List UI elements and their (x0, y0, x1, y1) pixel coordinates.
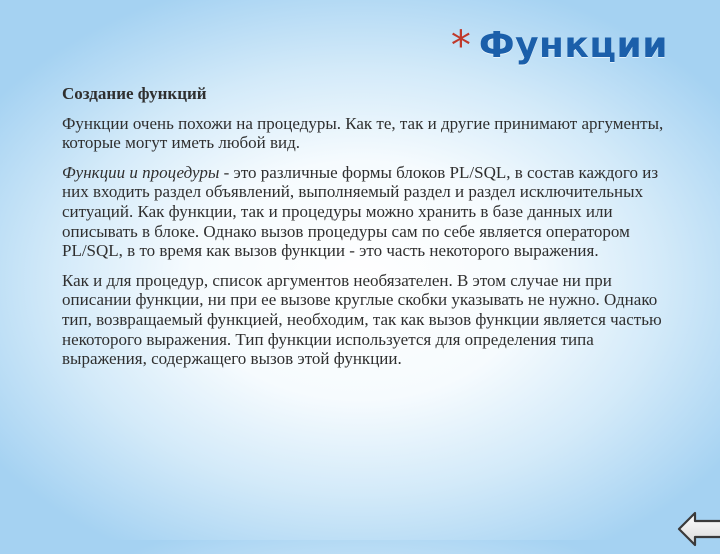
section-heading: Создание функций (62, 84, 207, 103)
title-text: Функции (478, 25, 668, 66)
slide-body (62, 84, 672, 379)
paragraph-intro: Функции очень похожи на процедуры. Как те, так и другие принимают аргументы, которые могут иметь любой вид. (62, 113, 664, 153)
paragraph-arguments: Как и для процедур, список аргументов необязателен. В этом случае ни при описании функции, ни при ее вызове круглые скобки указывать не нужно. Однако тип, возвращаемый функцией, необходим, так как вызов функции является частью некоторого выражения. Тип функции используется для определения типа выражения, содержащего вызов этой функции. (62, 270, 662, 369)
slide-title (451, 22, 668, 70)
term-functions-procedures: Функции и процедуры (62, 162, 220, 182)
paragraph-forms (62, 163, 672, 261)
title-bullet-star: * (450, 23, 471, 69)
back-button[interactable] (677, 509, 720, 549)
paragraph-forms-text: - это различные формы блоков PL/SQL, в состав каждого из них входить раздел объявлений, выполняемый раздел и раздел исключительных ситуаций. Как функции, так и процедуры можно хранить в базе данных или описывать в блоке. Однако вызов процедуры сам по себе является оператором PL/SQL, в то время как вызов функции - это часть некоторого выражения. (62, 162, 659, 261)
left-arrow-icon (677, 509, 720, 549)
